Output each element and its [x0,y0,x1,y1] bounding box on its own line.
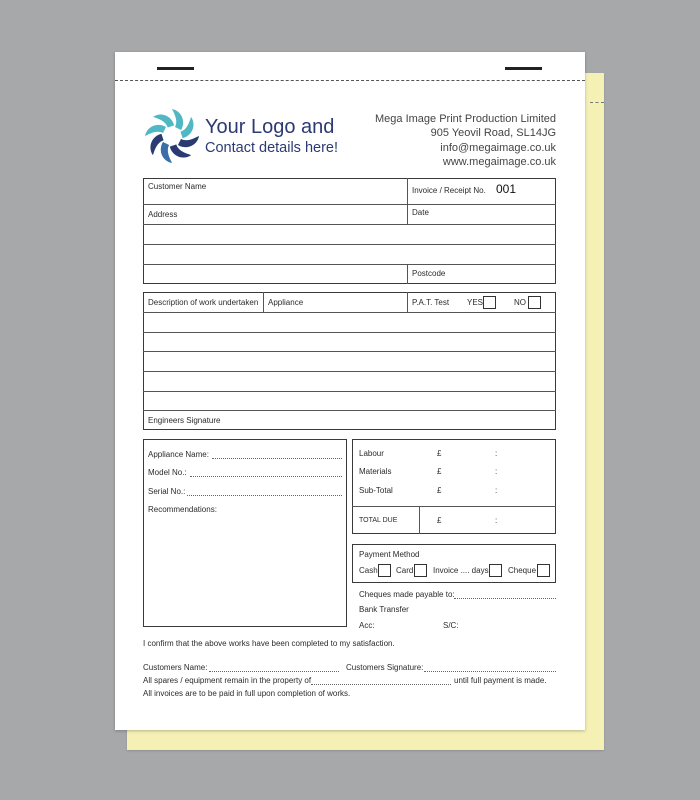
cash-checkbox[interactable] [378,564,391,577]
customers-signature-label: Customers Signature: [346,663,424,672]
invoice-checkbox[interactable] [489,564,502,577]
date-label: Date [412,208,429,217]
cheque-label: Cheque [508,566,537,575]
sort-code-label: S/C: [443,621,459,630]
invoice-days-label: Invoice .... days [433,566,489,575]
binding-mark-left [157,67,194,70]
address-label: Address [148,210,178,219]
perforation-line [115,80,585,81]
pat-yes-label: YES [467,298,484,307]
customer-name-label: Customer Name [148,182,207,191]
serial-number-label: Serial No.: [148,487,186,496]
bank-transfer-label: Bank Transfer [359,605,409,614]
materials-label: Materials [359,467,392,476]
yellow-tear-line [590,102,604,103]
labour-separator: : [495,449,498,458]
pat-no-checkbox[interactable] [528,296,541,309]
labour-label: Labour [359,449,384,458]
payment-method-title: Payment Method [359,550,420,559]
description-label: Description of work undertaken [148,298,259,307]
model-number-label: Model No.: [148,468,187,477]
pat-no-label: NO [514,298,526,307]
card-checkbox[interactable] [414,564,427,577]
customers-name-field[interactable] [209,671,339,672]
spares-note-start: All spares / equipment remain in the property of [143,676,312,685]
appliance-name-label: Appliance Name: [148,450,209,459]
company-address: 905 Yeovil Road, SL14JG [430,127,556,139]
subtotal-label: Sub-Total [359,486,393,495]
spares-note-end: until full payment is made. [454,676,547,685]
company-website: www.megaimage.co.uk [442,156,556,168]
cheques-payable-field[interactable] [454,598,556,599]
pat-test-label: P.A.T. Test [412,298,450,307]
invoice-form-sheet [115,52,585,730]
company-name: Mega Image Print Production Limited [375,113,556,125]
total-currency: £ [437,516,442,525]
confirmation-statement: I confirm that the above works have been completed to my satisfaction. [143,639,395,648]
recommendations-label: Recommendations: [148,505,217,514]
spares-owner-field[interactable] [311,684,451,685]
customers-signature-field[interactable] [424,671,556,672]
cheques-payable-label: Cheques made payable to: [359,590,455,599]
logo-line2: Contact details here! [205,140,338,156]
invoice-number: 001 [496,182,517,196]
invoice-label: Invoice / Receipt No. [412,186,486,195]
customer-details-box [143,178,556,284]
total-separator: : [495,516,498,525]
subtotal-currency: £ [437,486,442,495]
appliance-name-field[interactable] [212,458,342,459]
postcode-label: Postcode [412,269,446,278]
materials-currency: £ [437,467,442,476]
company-email: info@megaimage.co.uk [440,142,556,154]
subtotal-separator: : [495,486,498,495]
appliance-label: Appliance [268,298,304,307]
engineers-signature-label: Engineers Signature [148,416,221,425]
account-label: Acc: [359,621,375,630]
invoices-note: All invoices are to be paid in full upon completion of works. [143,689,351,698]
logo-line1: Your Logo and [205,116,335,138]
total-due-label: TOTAL DUE [359,517,398,524]
materials-separator: : [495,467,498,476]
labour-currency: £ [437,449,442,458]
binding-mark-right [505,67,542,70]
logo-icon [142,107,202,165]
pat-yes-checkbox[interactable] [483,296,496,309]
customers-name-label: Customers Name: [143,663,208,672]
cash-label: Cash [359,566,378,575]
cheque-checkbox[interactable] [537,564,550,577]
serial-number-field[interactable] [187,495,342,496]
card-label: Card [396,566,414,575]
model-number-field[interactable] [190,476,342,477]
